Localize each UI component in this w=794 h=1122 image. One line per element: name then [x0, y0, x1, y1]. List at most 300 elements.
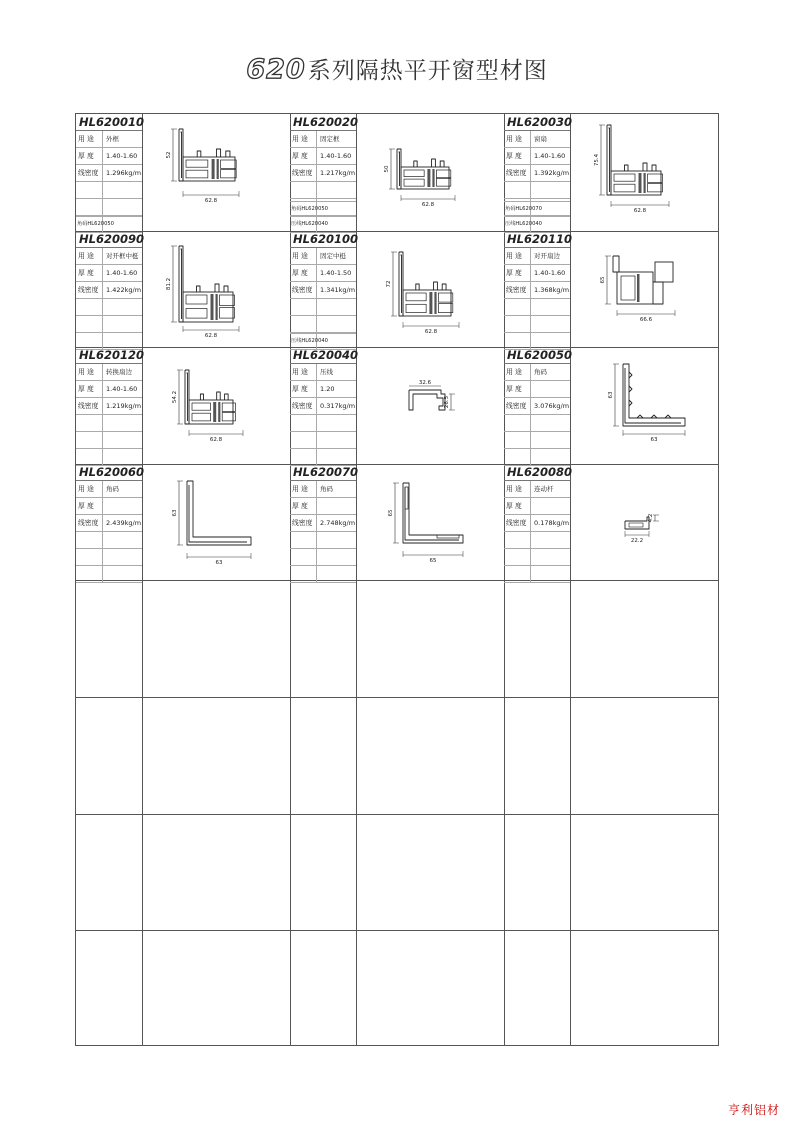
spec-label-empty [504, 532, 531, 548]
profile-section-dim-height-label: 50 [384, 165, 390, 173]
spec-value-thickness: 1.40-1.60 [320, 152, 352, 160]
grid-row-line [76, 814, 718, 815]
profile-section-chamber [406, 304, 426, 312]
profile-section-thermal-break [211, 294, 214, 320]
profile-section-drawing [143, 465, 289, 579]
profile-section-lip [215, 284, 219, 292]
spec-label-use: 用 途 [76, 248, 103, 264]
spec-label-empty [290, 532, 317, 548]
spec-value-use: 外框 [106, 135, 119, 143]
profile-section-leg [185, 370, 189, 424]
profile-section-dim-width-label: 62.8 [204, 333, 218, 339]
profile-section-thermal-break [434, 292, 436, 314]
page-title [0, 52, 794, 85]
profile-section-lip [225, 394, 229, 400]
spec-label-empty [504, 566, 531, 582]
profile-hl620100-drawing [357, 232, 503, 346]
profile-hl620040-info [290, 347, 356, 464]
profile-section-outline [409, 390, 445, 410]
profile-section-drawing [571, 465, 717, 579]
profile-section-drawing [571, 232, 717, 346]
profile-section-thermal-break [432, 169, 434, 187]
spec-row-thickness [290, 265, 356, 282]
spec-label-empty [290, 299, 317, 315]
profile-section-dim-width-label: 62.8 [209, 437, 223, 443]
spec-row-density [290, 398, 356, 415]
profile-section-chamber [192, 413, 210, 421]
profile-section-lip [200, 394, 203, 400]
spec-row-density [290, 515, 356, 532]
profile-note: 压线HL620040 [290, 333, 356, 347]
spec-label-thickness: 厚 度 [76, 498, 103, 514]
spec-value-thickness: 1.40-1.60 [534, 269, 566, 277]
spec-value-use: 窗扇 [534, 135, 547, 143]
profile-section-dim-width-label: 62.8 [204, 198, 218, 204]
spec-value-use: 固定框 [320, 135, 340, 143]
spec-value-use: 连动杆 [534, 485, 554, 493]
profile-section-leg-inner [401, 255, 402, 313]
spec-label-density: 线密度 [504, 165, 531, 181]
spec-row-thickness [504, 148, 570, 165]
profile-section-leg-inner [181, 132, 182, 178]
profile-section-dim-width-label: 62.8 [633, 208, 647, 214]
spec-label-thickness: 厚 度 [504, 265, 531, 281]
profile-section-drawing [357, 465, 503, 579]
spec-row-density [504, 282, 570, 299]
profile-section-notch [629, 400, 632, 406]
spec-label-density: 线密度 [504, 515, 531, 531]
spec-row-use [76, 481, 142, 498]
profile-section-notch [629, 372, 632, 378]
spec-label-thickness: 厚 度 [290, 381, 317, 397]
spec-label-empty [76, 566, 103, 582]
profile-section-body [403, 290, 451, 316]
profile-hl620020-drawing [357, 115, 503, 229]
spec-value-density: 1.217kg/m [320, 169, 356, 177]
spec-row-thickness [76, 265, 142, 282]
spec-value-use: 对开框中梃 [106, 252, 139, 260]
profile-section-dim-height-label: 63 [608, 391, 614, 399]
spec-value-density: 2.748kg/m [320, 519, 356, 527]
spec-value-use: 角码 [534, 368, 547, 376]
spec-row-use [290, 248, 356, 265]
spec-label-density: 线密度 [76, 282, 103, 298]
profile-section-drawing [143, 348, 289, 462]
spec-label-empty [76, 532, 103, 548]
spec-value-density: 1.296kg/m [106, 169, 142, 177]
spec-row-thickness [290, 498, 356, 515]
profile-section-dim-width-label: 63 [215, 560, 223, 566]
spec-row-density [76, 282, 142, 299]
profile-section-chamber [404, 179, 424, 186]
profile-hl620030-drawing [571, 115, 717, 229]
spec-label-empty [290, 449, 317, 465]
spec-row-use [504, 131, 570, 148]
spec-row-use [290, 364, 356, 381]
spec-row-density [504, 398, 570, 415]
spec-label-thickness: 厚 度 [504, 148, 531, 164]
spec-row-empty [76, 432, 142, 449]
profile-section-slot [437, 535, 459, 538]
profile-hl620080-drawing [571, 465, 717, 579]
profile-section-slot [629, 523, 643, 527]
spec-value-density: 0.317kg/m [320, 402, 356, 410]
profile-hl620100-info [290, 231, 356, 348]
profile-section-lip [226, 151, 230, 157]
spec-label-thickness: 厚 度 [76, 265, 103, 281]
profile-catalog-grid [75, 113, 719, 1046]
spec-row-use [504, 481, 570, 498]
spec-row-density [76, 398, 142, 415]
profile-hl620090-info [76, 231, 142, 348]
profile-section-inner [189, 485, 247, 542]
spec-row-density [504, 165, 570, 182]
profile-section-dim-width-label: 66.6 [639, 317, 653, 323]
profile-section-thermal-break [218, 402, 220, 422]
profile-code: HL620020 [290, 114, 356, 131]
profile-section-dim-height-label: 4.2 [648, 513, 654, 523]
spec-row-use [504, 364, 570, 381]
profile-section-thermal-break [216, 294, 218, 320]
profile-section-slot [405, 487, 408, 509]
spec-row-empty [76, 549, 142, 566]
profile-hl620080-info [504, 464, 570, 581]
profile-code: HL620040 [290, 347, 356, 364]
spec-label-empty [76, 549, 103, 565]
spec-label-empty [76, 299, 103, 315]
spec-label-use: 用 途 [76, 131, 103, 147]
spec-label-thickness: 厚 度 [290, 148, 317, 164]
spec-label-thickness: 厚 度 [76, 381, 103, 397]
spec-label-empty [504, 549, 531, 565]
spec-value-density: 1.392kg/m [534, 169, 570, 177]
spec-label-thickness: 厚 度 [76, 148, 103, 164]
spec-row-empty [76, 182, 142, 199]
profile-section-outline [187, 481, 251, 545]
profile-section-thermal-break [637, 274, 640, 302]
spec-label-empty [76, 199, 103, 215]
spec-row-empty [504, 432, 570, 449]
spec-row-density [76, 515, 142, 532]
spec-label-empty [504, 415, 531, 431]
spec-label-empty [504, 299, 531, 315]
spec-row-empty [76, 299, 142, 316]
profile-code: HL620100 [290, 231, 356, 248]
spec-value-density: 0.178kg/m [534, 519, 570, 527]
spec-value-thickness [532, 498, 570, 514]
profile-section-thermal-break [429, 292, 432, 314]
profile-section-body [183, 292, 233, 322]
spec-label-density: 线密度 [290, 165, 317, 181]
profile-section-dim-height-label: 65 [600, 276, 606, 284]
profile-code: HL620110 [504, 231, 570, 248]
spec-label-empty [290, 316, 317, 332]
spec-value-density: 2.439kg/m [106, 519, 142, 527]
profile-hl620020-info [290, 114, 356, 231]
profile-section-notch [665, 415, 671, 418]
profile-section-dim-height-label: 65 [388, 509, 394, 517]
profile-hl620060-info [76, 464, 142, 581]
profile-section-outline [403, 483, 463, 543]
profile-section-lip [414, 161, 417, 167]
profile-section-thermal-break [427, 169, 430, 187]
profile-hl620010-info [76, 114, 142, 231]
profile-section-dim-height-label: 81.2 [166, 277, 172, 291]
grid-row-line [76, 697, 718, 698]
profile-section-lip [432, 159, 436, 167]
profile-section-leg [179, 129, 183, 181]
spec-value-density: 1.341kg/m [320, 286, 356, 294]
profile-code: HL620090 [76, 231, 142, 248]
profile-note-secondary: 压线HL620040 [290, 216, 356, 230]
spec-row-density [76, 165, 142, 182]
spec-row-empty [290, 182, 356, 199]
profile-section-drawing [571, 348, 717, 462]
profile-section-chamber [614, 184, 635, 192]
spec-label-use: 用 途 [290, 364, 317, 380]
profile-section-drawing [571, 115, 717, 229]
profile-section-thermal-break [639, 173, 642, 193]
spec-row-use [290, 131, 356, 148]
profile-section-leg-inner [187, 373, 188, 421]
profile-section-lip [224, 286, 228, 292]
profile-hl620120-info [76, 347, 142, 464]
profile-section-dim-width-label: 63 [650, 437, 658, 443]
title-text: 系列隔热平开窗型材图 [307, 58, 548, 84]
profile-section-drawing [143, 232, 289, 346]
profile-section-leg-inner [609, 128, 610, 192]
spec-value-use: 压线 [320, 368, 333, 376]
profile-hl620030-info [504, 114, 570, 231]
profile-section-chamber [186, 160, 208, 167]
spec-row-empty [290, 566, 356, 583]
spec-row-use [290, 481, 356, 498]
profile-hl620090-drawing [143, 232, 289, 346]
profile-note: 角码HL620070 [504, 201, 570, 215]
spec-value-thickness: 1.40-1.60 [106, 269, 138, 277]
title-number: 620 [246, 54, 306, 85]
profile-section-leg-inner [399, 152, 400, 186]
profile-section-chamber [220, 308, 235, 319]
spec-row-empty [290, 299, 356, 316]
spec-row-thickness [290, 148, 356, 165]
spec-value-thickness: 1.40-1.60 [106, 152, 138, 160]
profile-code: HL620060 [76, 464, 142, 481]
spec-label-density: 线密度 [290, 515, 317, 531]
profile-code: HL620080 [504, 464, 570, 481]
spec-label-use: 用 途 [290, 248, 317, 264]
profile-note-secondary: 压线HL620040 [504, 216, 570, 230]
spec-label-density: 线密度 [290, 282, 317, 298]
spec-label-empty [76, 449, 103, 465]
spec-row-use [76, 131, 142, 148]
profile-section-lip [217, 392, 221, 400]
profile-section-thermal-break [217, 159, 219, 179]
spec-label-density: 线密度 [504, 282, 531, 298]
profile-section-drawing [357, 115, 503, 229]
profile-section-body [183, 157, 235, 181]
spec-row-use [504, 248, 570, 265]
profile-code: HL620030 [504, 114, 570, 131]
spec-row-empty [504, 549, 570, 566]
spec-value-use: 转换扇边 [106, 368, 132, 376]
spec-label-use: 用 途 [504, 364, 531, 380]
profile-section-thermal-break [644, 173, 646, 193]
spec-label-density: 线密度 [504, 398, 531, 414]
profile-section-chamber [192, 403, 210, 410]
spec-row-empty [76, 532, 142, 549]
profile-section-dim-height-label: 54.2 [172, 390, 178, 404]
profile-code: HL620070 [290, 464, 356, 481]
spec-value-density: 1.368kg/m [534, 286, 570, 294]
spec-label-empty [76, 182, 103, 198]
profile-section-leg [397, 149, 401, 189]
profile-section-chamber [648, 174, 663, 182]
profile-section-lip [643, 163, 647, 171]
profile-hl620050-info [504, 347, 570, 464]
profile-section-drawing [357, 232, 503, 346]
profile-section-chamber [186, 295, 207, 304]
spec-label-use: 用 途 [76, 481, 103, 497]
spec-label-thickness: 厚 度 [504, 498, 531, 514]
spec-row-thickness [504, 498, 570, 515]
profile-section-drawing [143, 115, 289, 229]
profile-code: HL620120 [76, 347, 142, 364]
profile-section-dim-width-label: 22.2 [630, 538, 644, 544]
profile-hl620110-info [504, 231, 570, 348]
spec-value-density: 1.422kg/m [106, 286, 142, 294]
profile-section-notch [629, 386, 632, 392]
spec-value-thickness: 1.40-1.60 [106, 385, 138, 393]
spec-label-density: 线密度 [76, 165, 103, 181]
spec-label-empty [76, 415, 103, 431]
profile-section-thermal-break [213, 402, 216, 422]
profile-section-chamber [186, 309, 207, 319]
spec-row-empty [76, 566, 142, 583]
spec-value-thickness [104, 498, 142, 514]
profile-section-chamber [221, 160, 237, 168]
spec-value-density: 1.219kg/m [106, 402, 142, 410]
profile-hl620070-drawing [357, 465, 503, 579]
profile-section-dim-width-label: 62.8 [421, 202, 435, 208]
profile-section-dim-height-label: 63 [172, 509, 178, 517]
profile-section-lip [416, 284, 419, 290]
profile-section-dim-height-label: 75.4 [594, 153, 600, 167]
profile-section-chamber [648, 183, 663, 191]
spec-label-density: 线密度 [76, 515, 103, 531]
profile-section-outline [623, 364, 685, 426]
spec-value-use: 角码 [106, 485, 119, 493]
profile-section-dim-height-label: 72 [386, 280, 392, 288]
profile-section-lip [652, 165, 656, 171]
profile-section-hook [655, 262, 673, 282]
spec-value-thickness: 1.40-1.60 [534, 152, 566, 160]
spec-value-density: 3.076kg/m [534, 402, 570, 410]
spec-label-density: 线密度 [76, 398, 103, 414]
spec-label-use: 用 途 [290, 481, 317, 497]
profile-section-chamber [621, 276, 635, 300]
spec-row-empty [504, 299, 570, 316]
profile-hl620010-drawing [143, 115, 289, 229]
footer-brand: 亨利铝材 [727, 1103, 780, 1117]
profile-section-chamber [614, 174, 635, 181]
spec-label-empty [290, 415, 317, 431]
spec-label-thickness: 厚 度 [290, 498, 317, 514]
profile-section-chamber [404, 170, 424, 177]
profile-section-lip [434, 282, 438, 290]
spec-label-thickness: 厚 度 [504, 381, 531, 397]
profile-section-body [611, 171, 661, 195]
spec-row-empty [290, 415, 356, 432]
spec-row-thickness [76, 498, 142, 515]
spec-value-use: 对开扇边 [534, 252, 560, 260]
spec-label-use: 用 途 [504, 248, 531, 264]
profile-section-dim-width-label: 65 [429, 558, 437, 564]
spec-value-thickness [532, 381, 570, 397]
spec-row-thickness [504, 265, 570, 282]
profile-note: 角码HL620050 [290, 201, 356, 215]
profile-section-inner [625, 368, 681, 423]
spec-label-use: 用 途 [290, 131, 317, 147]
profile-section-dim-width-label: 62.8 [424, 329, 438, 335]
profile-section-chamber [406, 293, 426, 301]
profile-section-thermal-break [212, 159, 215, 179]
spec-row-use [76, 248, 142, 265]
spec-row-empty [290, 316, 356, 333]
spec-label-use: 用 途 [76, 364, 103, 380]
profile-section-notch [651, 415, 657, 418]
profile-section-leg [399, 252, 403, 316]
spec-row-empty [504, 532, 570, 549]
profile-section-leg [179, 246, 183, 322]
profile-note: 角码HL620050 [76, 216, 142, 230]
spec-label-empty [504, 316, 531, 332]
spec-label-use: 用 途 [504, 131, 531, 147]
spec-label-empty [290, 182, 317, 198]
profile-hl620060-drawing [143, 465, 289, 579]
profile-code: HL620010 [76, 114, 142, 131]
spec-row-thickness [76, 381, 142, 398]
profile-section-lip [197, 286, 201, 292]
spec-value-thickness [318, 498, 356, 514]
spec-row-empty [504, 182, 570, 199]
spec-row-empty [76, 415, 142, 432]
spec-row-empty [290, 432, 356, 449]
profile-hl620070-info [290, 464, 356, 581]
spec-row-thickness [290, 381, 356, 398]
spec-row-empty [76, 199, 142, 216]
spec-value-use: 角码 [320, 485, 333, 493]
profile-section-notch [637, 415, 643, 418]
profile-hl620050-drawing [571, 348, 717, 462]
profile-section-lip [442, 284, 446, 290]
profile-section-chamber [186, 170, 208, 178]
spec-row-density [290, 282, 356, 299]
spec-label-empty [504, 432, 531, 448]
profile-section-leg-inner [181, 249, 182, 319]
grid-row-line [76, 930, 718, 931]
profile-section-lip [216, 149, 220, 157]
spec-row-density [504, 515, 570, 532]
profile-section-lip [625, 165, 629, 171]
spec-label-empty [76, 316, 103, 332]
profile-section-hook-leg [653, 282, 663, 304]
spec-label-empty [504, 449, 531, 465]
spec-row-empty [504, 566, 570, 583]
grid-row-line [76, 580, 718, 581]
spec-label-density: 线密度 [290, 398, 317, 414]
spec-row-empty [504, 316, 570, 333]
